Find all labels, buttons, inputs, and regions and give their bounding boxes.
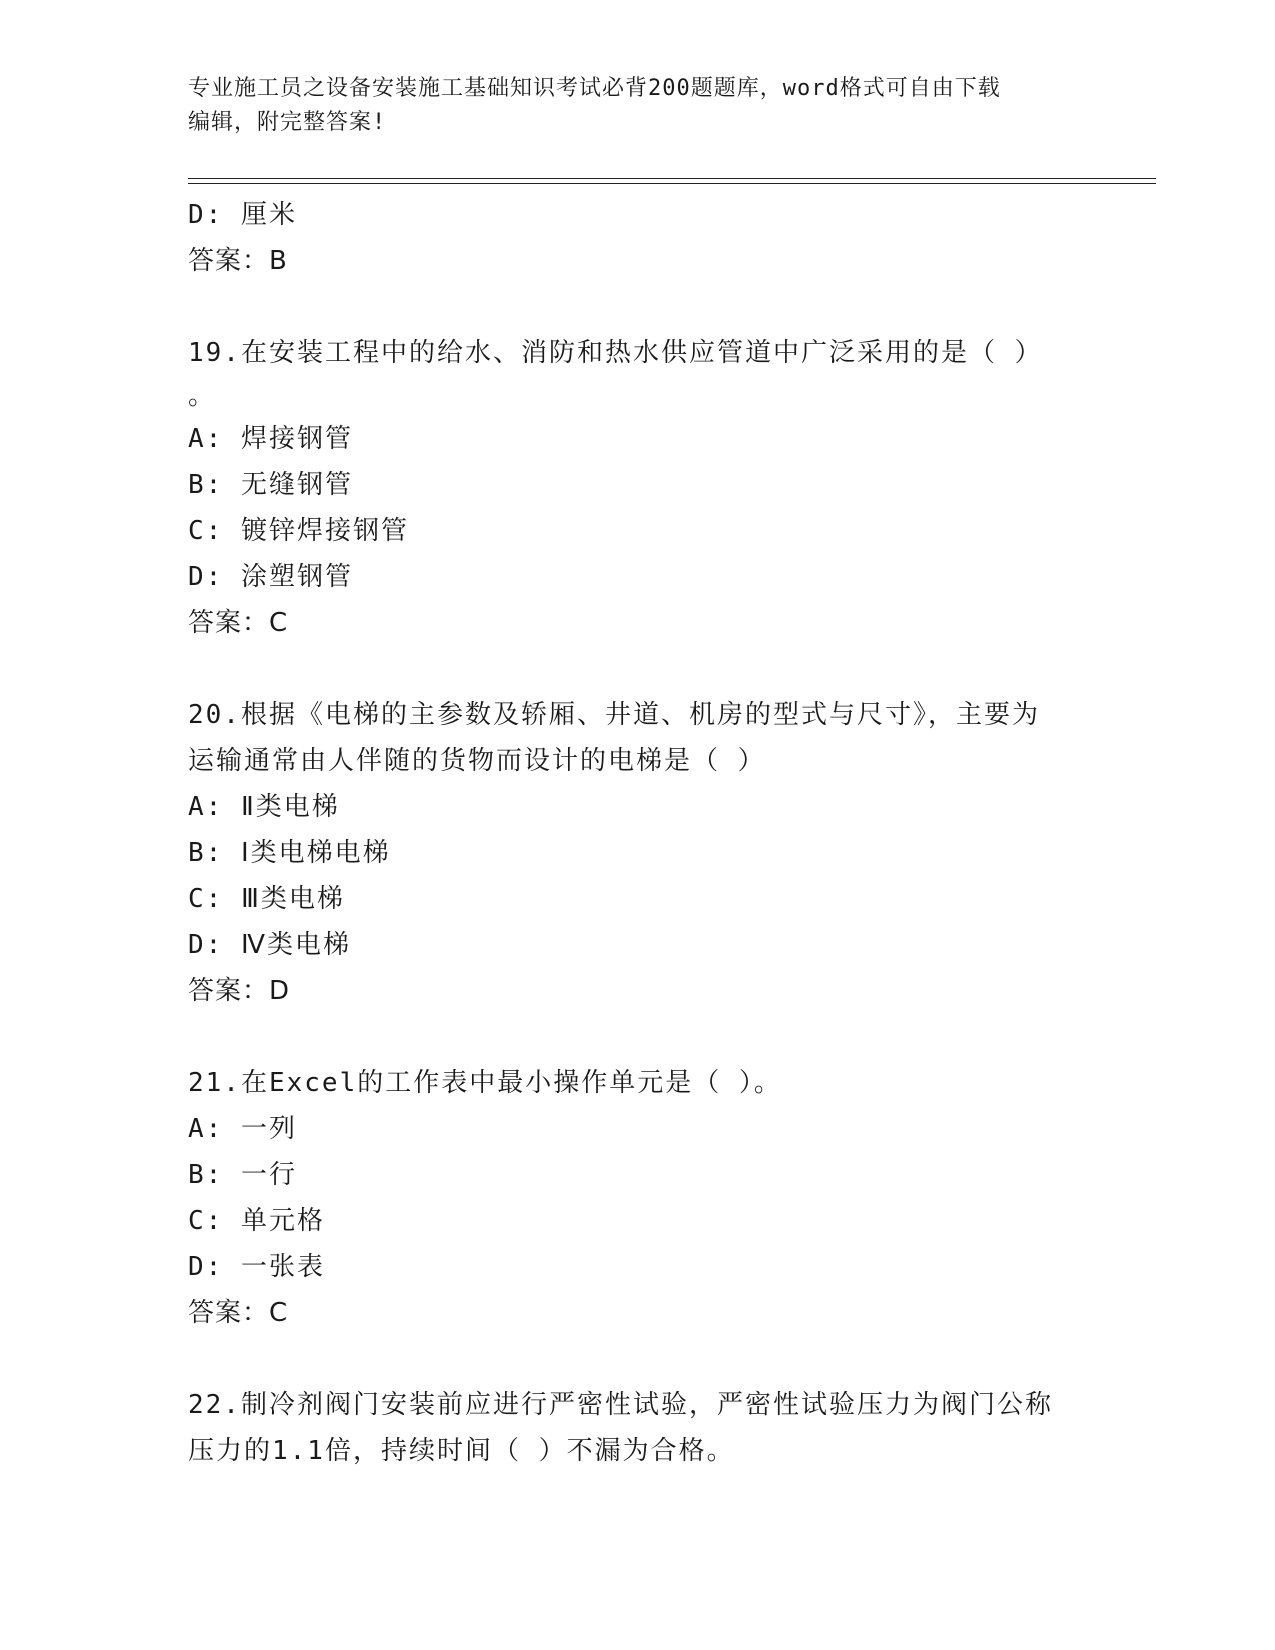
question-stem: 22.制冷剂阀门安装前应进行严密性试验，严密性试验压力为阀门公称 [188, 1390, 1053, 1420]
question-20 [188, 692, 1088, 1014]
option-d: D: 一张表 [188, 1252, 325, 1282]
question-list [188, 192, 1088, 1474]
question-21 [188, 1060, 1088, 1336]
question-stem: 21.在Excel的工作表中最小操作单元是（ ）。 [188, 1068, 782, 1098]
answer-line: 答案：D [188, 976, 291, 1006]
option-c: C: Ⅲ类电梯 [188, 884, 345, 914]
answer-line: 答案：B [188, 246, 288, 276]
question-stem: 20.根据《电梯的主参数及轿厢、井道、机房的型式与尺寸》，主要为 [188, 700, 1040, 730]
question-19 [188, 330, 1088, 646]
option-a: A: Ⅱ类电梯 [188, 792, 340, 822]
option-c: C: 镀锌焊接钢管 [188, 516, 409, 546]
header-title-line-2: 编辑，附完整答案! [188, 110, 387, 135]
question-stem: 19.在安装工程中的给水、消防和热水供应管道中广泛采用的是（ ） [188, 338, 1043, 368]
prev-question-tail [188, 192, 1088, 284]
option-b: B: 一行 [188, 1160, 297, 1190]
question-stem-continuation: 运输通常由人伴随的货物而设计的电梯是（ ） [188, 746, 766, 776]
question-stem-continuation: 压力的1.1倍，持续时间（ ）不漏为合格。 [188, 1436, 735, 1466]
header-title-line-1: 专业施工员之设备安装施工基础知识考试必背200题题库，word格式可自由下载 [188, 76, 1001, 101]
question-22 [188, 1382, 1088, 1474]
question-stem-continuation: 。 [188, 381, 217, 411]
option-d: D: Ⅳ类电梯 [188, 930, 351, 960]
document-header [188, 72, 1068, 140]
option-b: B: Ⅰ类电梯电梯 [188, 838, 391, 868]
option-d: D: 涂塑钢管 [188, 562, 353, 592]
option-a: A: 焊接钢管 [188, 424, 353, 454]
answer-line: 答案：C [188, 1298, 289, 1328]
option-a: A: 一列 [188, 1114, 297, 1144]
answer-line: 答案：C [188, 608, 289, 638]
option-d: D: 厘米 [188, 200, 297, 230]
option-b: B: 无缝钢管 [188, 470, 353, 500]
header-divider-top [188, 178, 1156, 179]
header-divider-bottom [188, 183, 1156, 184]
option-c: C: 单元格 [188, 1206, 325, 1236]
